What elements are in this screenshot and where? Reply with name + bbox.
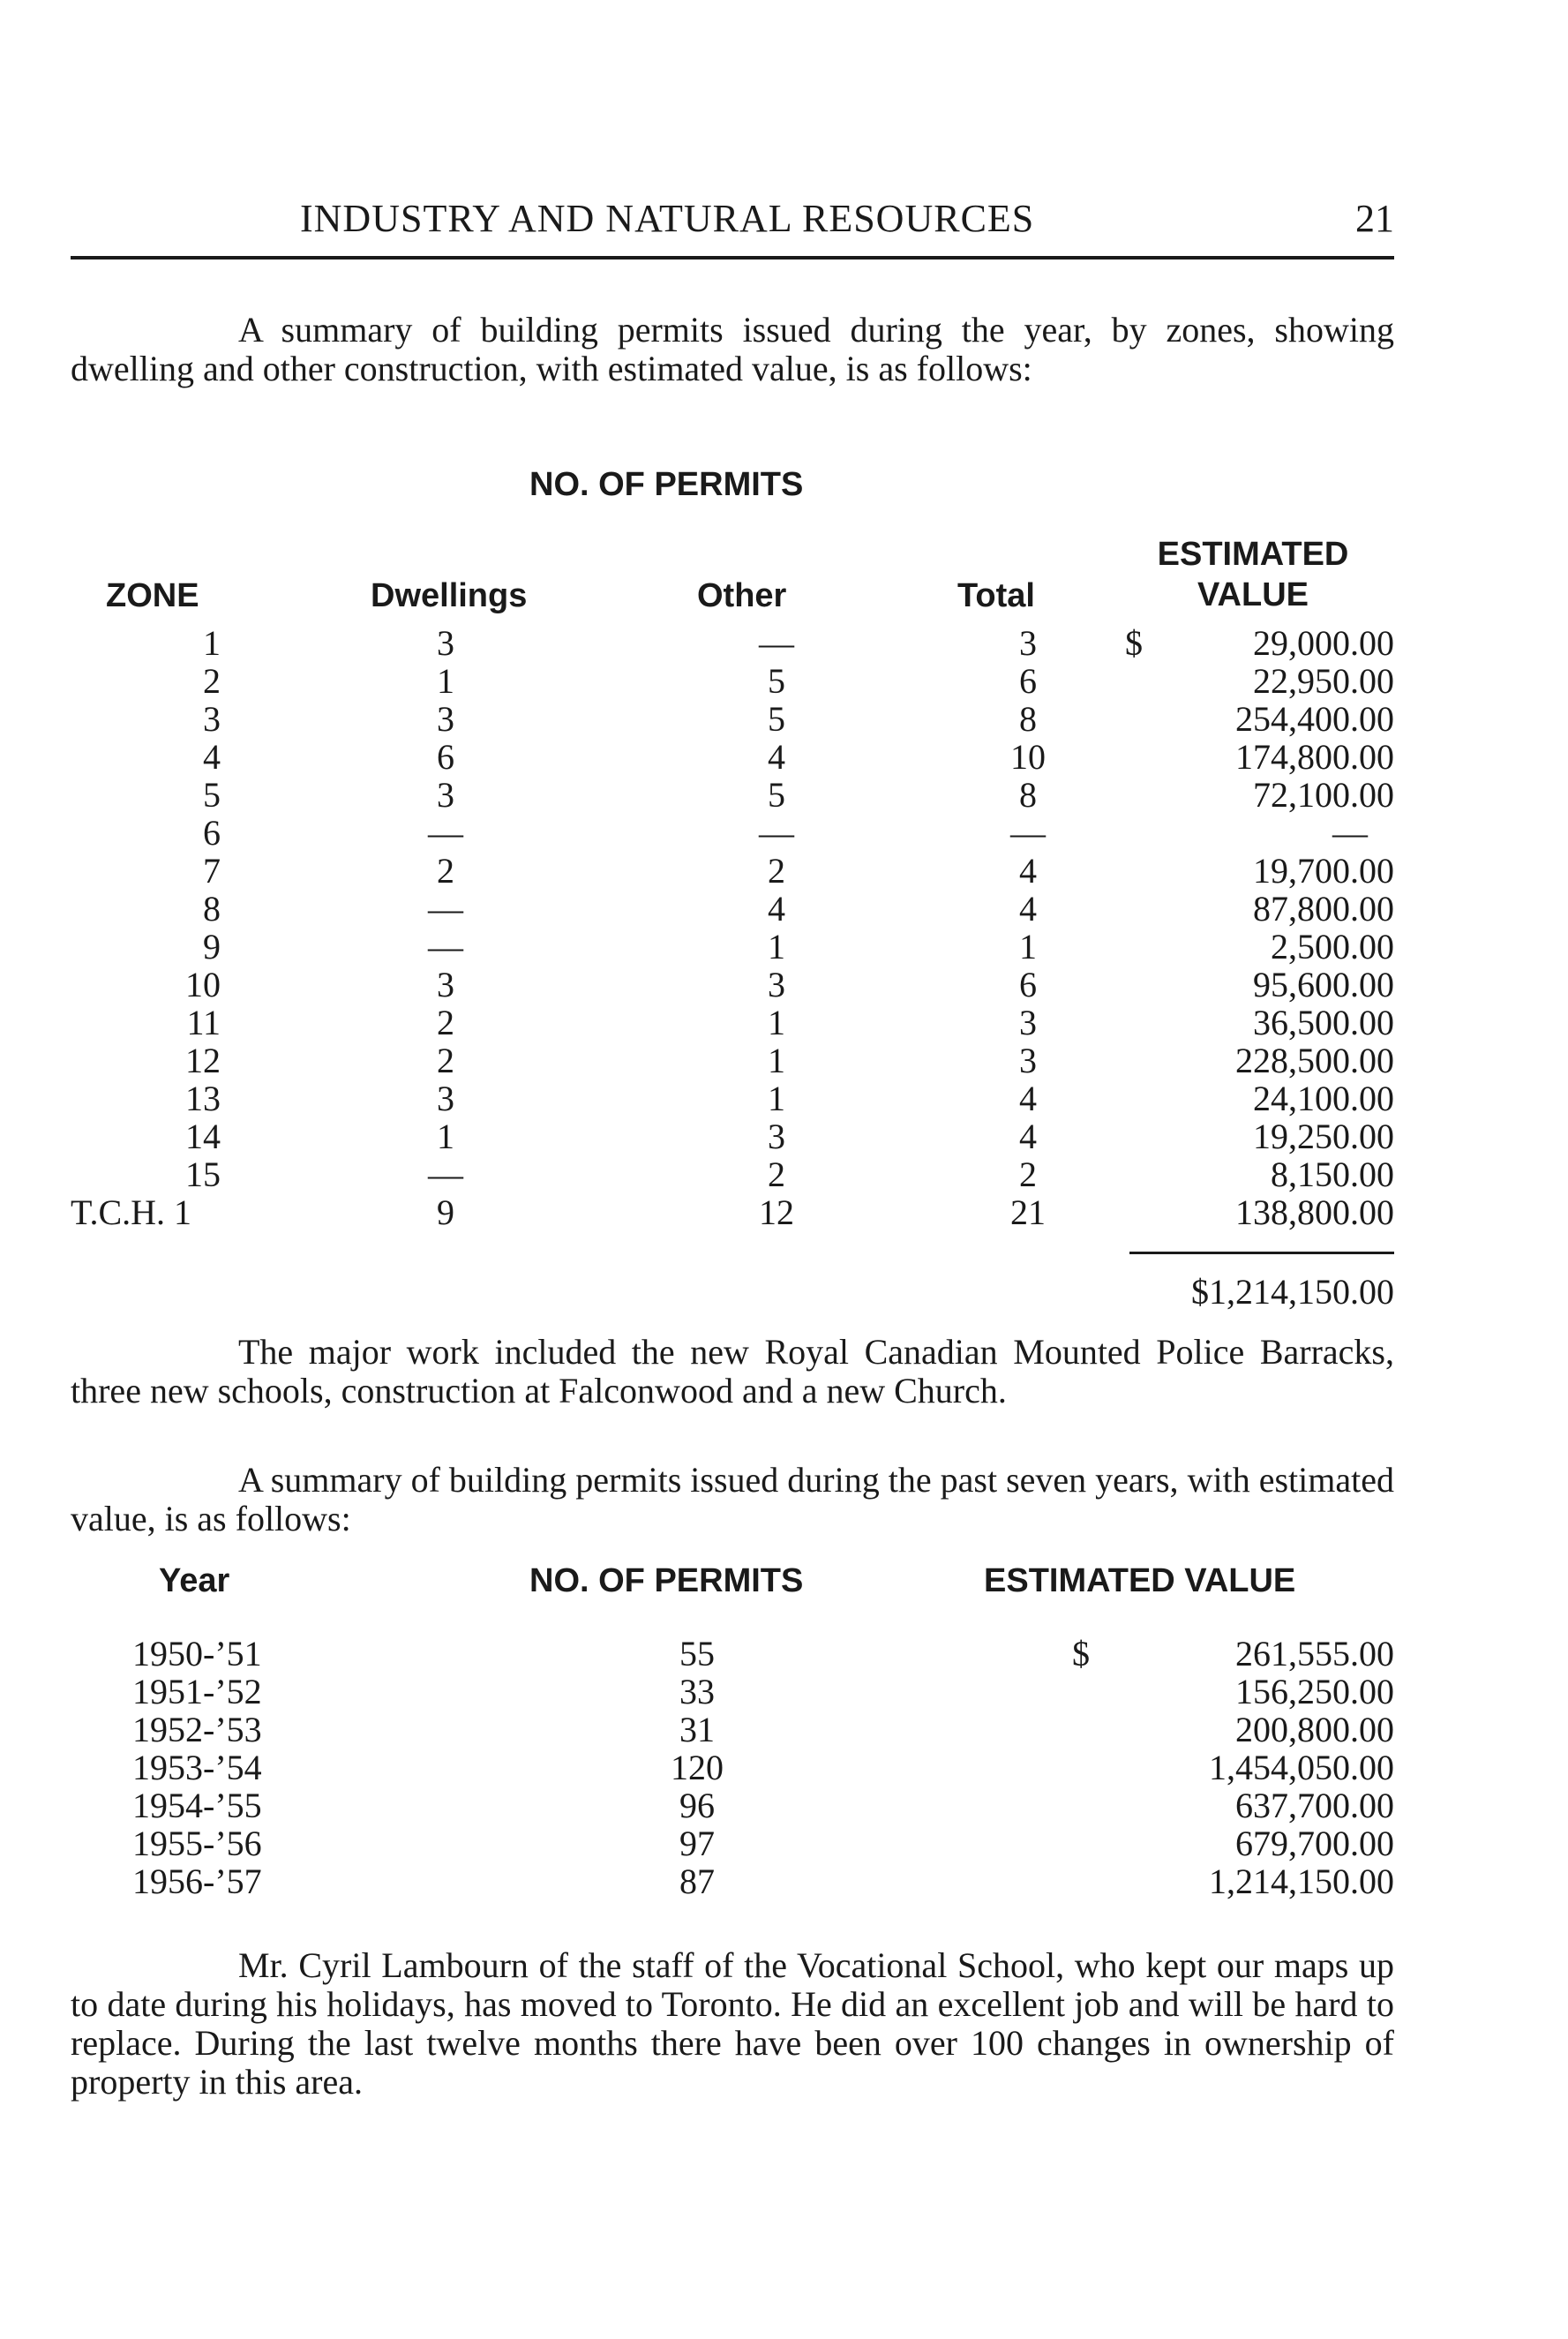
cell-total: 2: [1019, 1154, 1037, 1194]
table-row: [71, 660, 1394, 701]
header-no-of-permits: NO. OF PERMITS: [529, 1562, 804, 1599]
cell-zone: 15: [185, 1154, 221, 1194]
cell-value: 637,700.00: [1235, 1786, 1394, 1825]
cell-dwellings: 2: [437, 1041, 454, 1080]
cell-dwellings: 1: [437, 1117, 454, 1156]
cell-dwellings: 3: [437, 1079, 454, 1118]
cell-total: 4: [1019, 1117, 1037, 1156]
table-row: [71, 736, 1394, 777]
cell-dollar-sign: $: [1125, 623, 1143, 663]
cell-year: 1952-’53: [132, 1710, 262, 1749]
table-row: [71, 1671, 1394, 1709]
grand-total: $1,214,150.00: [1191, 1272, 1394, 1312]
cell-value: 174,800.00: [1235, 737, 1394, 777]
table-row: [71, 1785, 1394, 1823]
cell-dwellings: —: [428, 889, 463, 929]
header-estimated-value: [1112, 534, 1394, 615]
cell-value: 228,500.00: [1235, 1041, 1394, 1080]
cell-dwellings: —: [428, 927, 463, 966]
cell-dwellings: 3: [437, 623, 454, 663]
cell-other: 4: [768, 889, 785, 929]
cell-total: 6: [1019, 965, 1037, 1004]
cell-zone: 9: [203, 927, 221, 966]
cell-dwellings: 6: [437, 737, 454, 777]
cell-other: 12: [759, 1192, 794, 1232]
cell-other: 1: [768, 1041, 785, 1080]
cell-value: 95,600.00: [1253, 965, 1394, 1004]
years-table-header: [71, 1562, 1394, 1633]
cell-value: 679,700.00: [1235, 1824, 1394, 1863]
running-head: [71, 196, 1394, 249]
table-row: [71, 698, 1394, 739]
header-rule: [71, 256, 1394, 259]
cell-value: 200,800.00: [1235, 1710, 1394, 1749]
table-row: [71, 1823, 1394, 1861]
header-value-line2: VALUE: [1197, 576, 1309, 613]
running-title: INDUSTRY AND NATURAL RESOURCES: [300, 197, 1035, 240]
table-row: [71, 622, 1394, 663]
cell-total: 8: [1019, 775, 1037, 815]
cell-value: 87,800.00: [1253, 889, 1394, 929]
table-row: [71, 926, 1394, 964]
table-row: [71, 812, 1394, 853]
cell-total: 4: [1019, 851, 1037, 891]
cell-value: 36,500.00: [1253, 1003, 1394, 1042]
cell-year: 1955-’56: [132, 1824, 262, 1863]
header-total: Total: [957, 577, 1035, 614]
cell-zone: 10: [185, 965, 221, 1004]
cell-other: 3: [768, 1117, 785, 1156]
major-work-paragraph: The major work included the new Royal Canadian Mounted Police Barracks, three new schools, construction at Falconwood and a new Church.: [71, 1332, 1394, 1410]
cell-value: 254,400.00: [1235, 699, 1394, 739]
cell-total: 1: [1019, 927, 1037, 966]
cell-year: 1954-’55: [132, 1786, 262, 1825]
cell-permits: 87: [679, 1861, 715, 1901]
cell-total: 3: [1019, 1041, 1037, 1080]
cell-other: —: [759, 813, 794, 853]
cell-year: 1953-’54: [132, 1748, 262, 1787]
cell-dwellings: —: [428, 813, 463, 853]
cell-total: 10: [1010, 737, 1046, 777]
table-row: [71, 1747, 1394, 1785]
cell-other: 2: [768, 1154, 785, 1194]
cell-value: 22,950.00: [1253, 661, 1394, 701]
document-page: [71, 0, 1394, 2339]
cell-value: 1,454,050.00: [1209, 1748, 1394, 1787]
cell-zone: 8: [203, 889, 221, 929]
cell-zone: 3: [203, 699, 221, 739]
header-other: Other: [697, 577, 787, 614]
table-row: [71, 1861, 1394, 1899]
cell-value: 8,150.00: [1271, 1154, 1394, 1194]
cell-value: 138,800.00: [1235, 1192, 1394, 1232]
cell-zone: 12: [185, 1041, 221, 1080]
cell-dwellings: 1: [437, 661, 454, 701]
cell-dwellings: 3: [437, 699, 454, 739]
cell-dwellings: 2: [437, 1003, 454, 1042]
cell-other: 4: [768, 737, 785, 777]
cell-other: 5: [768, 775, 785, 815]
cell-other: 3: [768, 965, 785, 1004]
cell-total: 8: [1019, 699, 1037, 739]
table-row: [71, 1002, 1394, 1040]
cell-dwellings: 2: [437, 851, 454, 891]
seven-years-table: [71, 1562, 1394, 1899]
header-estimated-value: ESTIMATED VALUE: [984, 1562, 1296, 1599]
intro-paragraph: A summary of building permits issued during the year, by zones, showing dwelling and other construction, with estimated value, is as follows:: [71, 310, 1394, 388]
table-row: [71, 1633, 1394, 1671]
cell-value: —: [1332, 813, 1368, 853]
table-row: [71, 1116, 1394, 1154]
cell-value: 156,250.00: [1235, 1672, 1394, 1711]
cell-total: 4: [1019, 1079, 1037, 1118]
cell-permits: 120: [671, 1748, 724, 1787]
cell-year: 1951-’52: [132, 1672, 262, 1711]
cell-total: 6: [1019, 661, 1037, 701]
table-row: [71, 1709, 1394, 1747]
page-number: 21: [1355, 197, 1394, 240]
cell-zone: 4: [203, 737, 221, 777]
cell-zone: 11: [186, 1003, 221, 1042]
cell-value: 29,000.00: [1253, 623, 1394, 663]
cell-other: 1: [768, 1003, 785, 1042]
cell-other: 2: [768, 851, 785, 891]
total-rule: [1129, 1252, 1394, 1254]
cell-value: 19,250.00: [1253, 1117, 1394, 1156]
header-dwellings: Dwellings: [371, 577, 528, 614]
cell-total: 3: [1019, 1003, 1037, 1042]
cell-permits: 33: [679, 1672, 715, 1711]
cell-other: 1: [768, 1079, 785, 1118]
cell-total: 4: [1019, 889, 1037, 929]
cell-year: 1950-’51: [132, 1634, 262, 1673]
cell-total: 3: [1019, 623, 1037, 663]
zone-table-header: [71, 525, 1394, 622]
cell-zone: 13: [185, 1079, 221, 1118]
cell-value: 24,100.00: [1253, 1079, 1394, 1118]
table-row: [71, 1078, 1394, 1116]
table-row: [71, 774, 1394, 815]
header-year: Year: [159, 1562, 230, 1599]
cell-total: 21: [1010, 1192, 1046, 1232]
cell-other: —: [759, 623, 794, 663]
table-row: [71, 850, 1394, 891]
cell-zone: 2: [203, 661, 221, 701]
cell-other: 5: [768, 699, 785, 739]
permits-table-title: NO. OF PERMITS: [529, 466, 804, 503]
cell-value: 2,500.00: [1271, 927, 1394, 966]
cell-other: 5: [768, 661, 785, 701]
cell-zone: 14: [185, 1117, 221, 1156]
cell-zone: 6: [203, 813, 221, 853]
cell-value: 1,214,150.00: [1209, 1861, 1394, 1901]
cell-value: 72,100.00: [1253, 775, 1394, 815]
cell-permits: 96: [679, 1786, 715, 1825]
table-row: [71, 888, 1394, 929]
cell-dwellings: —: [428, 1154, 463, 1194]
cell-permits: 55: [679, 1634, 715, 1673]
header-value-line1: ESTIMATED: [1157, 536, 1349, 573]
cell-value: 19,700.00: [1253, 851, 1394, 891]
table-row: [71, 1040, 1394, 1078]
cell-other: 1: [768, 927, 785, 966]
seven-years-paragraph: A summary of building permits issued during the past seven years, with estimated value, is as follows:: [71, 1460, 1394, 1538]
table-row: [71, 1154, 1394, 1192]
cell-dollar-sign: $: [1072, 1634, 1090, 1673]
cell-dwellings: 3: [437, 965, 454, 1004]
cell-year: 1956-’57: [132, 1861, 262, 1901]
cell-dwellings: 9: [437, 1192, 454, 1232]
cell-zone: 5: [203, 775, 221, 815]
cell-zone: 1: [203, 623, 221, 663]
closing-paragraph: Mr. Cyril Lambourn of the staff of the Vocational School, who kept our maps up to date during his holidays, has moved to Toronto. He did an excellent job and will be hard to replace. During the last twelve months there have been over 100 changes in ownership of property in this area.: [71, 1945, 1394, 2102]
cell-dwellings: 3: [437, 775, 454, 815]
cell-value: 261,555.00: [1235, 1634, 1394, 1673]
cell-zone: 7: [203, 851, 221, 891]
cell-total: —: [1010, 813, 1046, 853]
table-row: [71, 964, 1394, 1002]
header-zone: ZONE: [106, 577, 199, 614]
zone-permits-table: [71, 525, 1394, 1230]
cell-permits: 97: [679, 1824, 715, 1863]
cell-permits: 31: [679, 1710, 715, 1749]
cell-zone: T.C.H. 1: [71, 1192, 192, 1232]
table-row: [71, 1192, 1394, 1230]
